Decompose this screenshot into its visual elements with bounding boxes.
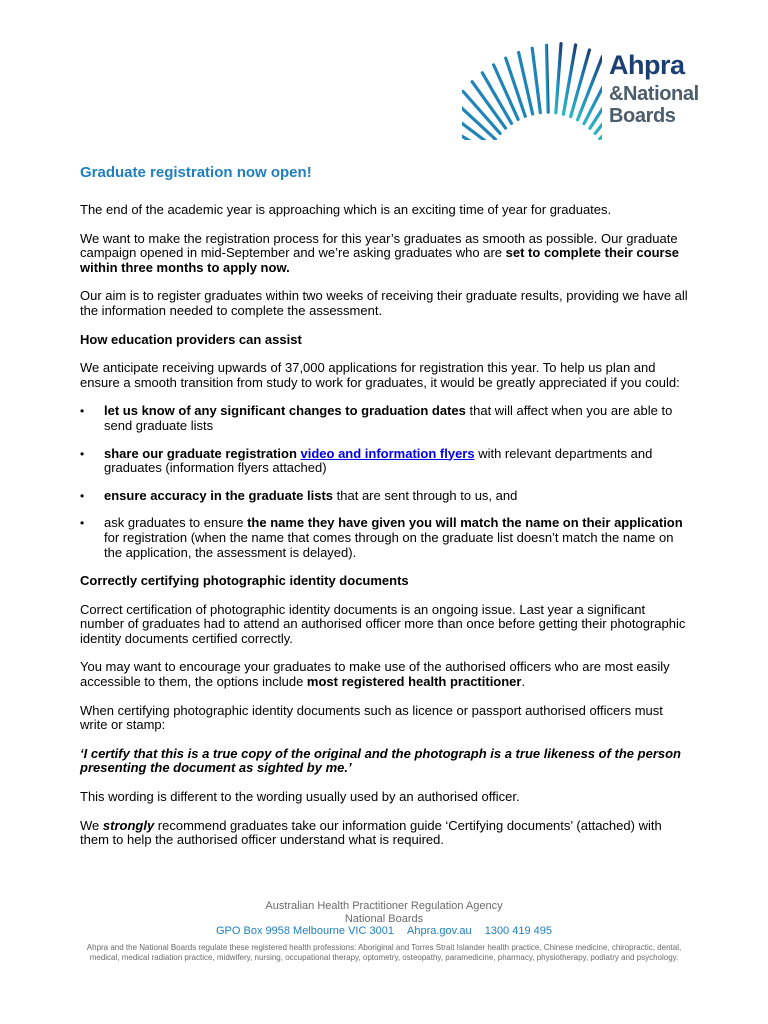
wording-instruction-paragraph: When certifying photographic identity documents such as licence or passport authorised officers must write or stamp: xyxy=(80,702,663,733)
logo-wordmark-national: &National xyxy=(609,83,699,105)
ahpra-logo xyxy=(462,40,732,140)
section-heading-certifying: Correctly certifying photographic identity documents xyxy=(80,573,409,589)
logo-wordmark-boards: Boards xyxy=(609,105,676,127)
bullet-icon: • xyxy=(80,446,85,461)
footer-address: GPO Box 9958 Melbourne VIC 3001 xyxy=(216,925,394,938)
logo-ray xyxy=(546,45,548,112)
bullet-icon: • xyxy=(80,488,85,503)
footer-phone: 1300 419 495 xyxy=(484,925,552,938)
footer-website-link[interactable]: Ahpra.gov.au xyxy=(407,925,472,938)
list-item: • ask graduates to ensure the name they have given you will match the name on their application for registration (when the name that comes through on the graduate list doesn’t match the name on the application, the assessment is delayed). xyxy=(80,515,683,560)
list-item: • share our graduate registration video and information flyers with relevant departments and graduates (information flyers attached) xyxy=(80,445,653,476)
certification-quote: ‘I certify that this is a true copy of the original and the photograph is a true likeness of the person presenting the document as sighted by me.’ xyxy=(80,745,681,776)
campaign-paragraph: We want to make the registration process for this year’s graduates as smooth as possible. Our graduate campaign opened in mid-September and we’re asking graduates who are set to complete their course within three months to apply now. xyxy=(80,230,680,275)
footer-disclaimer: Ahpra and the National Boards regulate these registered health professions: Aboriginal and Torres Strait Islander health practice, Chinese medicine, chiropractic, dental, medical, medical radiation practice, midwifery, nursing, occupational therapy, optometry, osteopathy, paramedicine, pharmacy, physiotherapy, podiatry and psychology. xyxy=(86,942,682,963)
page-title: Graduate registration now open! xyxy=(80,164,312,181)
footer-org-name: Australian Health Practitioner Regulation Agency xyxy=(265,900,503,912)
anticipate-paragraph: We anticipate receiving upwards of 37,000 applications for registration this year. To help us plan and ensure a smooth transition from study to work for graduates, it would be greatly appreciated if you could: xyxy=(80,360,680,390)
logo-ray xyxy=(532,48,540,112)
bullet-icon: • xyxy=(80,404,85,419)
bullet-icon: • xyxy=(80,516,85,531)
authorised-officers-paragraph: You may want to encourage your graduates to make use of the authorised officers who are most easily accessible to them, the options include most registered health practitioner. xyxy=(80,659,670,690)
list-item: • ensure accuracy in the graduate lists that are sent through to us, and xyxy=(80,487,518,503)
footer-contact xyxy=(80,925,688,938)
certification-paragraph: Correct certification of photographic identity documents is an ongoing issue. Last year a significant number of graduates had to attend an authorised officer more than once before getting their photographic identity documents certified correctly. xyxy=(80,601,686,646)
wording-note-paragraph: This wording is different to the wording usually used by an authorised officer. xyxy=(80,789,520,805)
logo-ray xyxy=(556,44,561,113)
logo-ray xyxy=(600,93,602,139)
logo-wordmark-ahpra: Ahpra xyxy=(609,50,685,80)
aim-paragraph: Our aim is to register graduates within two weeks of receiving their graduate results, providing we have all the information needed to complete the assessment. xyxy=(80,288,688,318)
video-flyers-link[interactable]: video and information flyers xyxy=(300,445,475,461)
assist-list xyxy=(80,404,692,560)
footer-boards: National Boards xyxy=(344,912,424,925)
intro-paragraph: The end of the academic year is approaching which is an exciting time of year for graduates. xyxy=(80,202,612,217)
recommendation-paragraph: We strongly recommend graduates take our information guide ‘Certifying documents’ (attached) with them to help the authorised officer understand what is required. xyxy=(80,817,662,848)
australia-map-icon xyxy=(462,40,602,140)
letter-body xyxy=(80,164,692,862)
page-footer xyxy=(80,900,688,964)
list-item: • let us know of any significant changes to graduation dates that will affect when you are able to send graduate lists xyxy=(80,403,673,433)
section-heading-providers: How education providers can assist xyxy=(80,331,302,347)
